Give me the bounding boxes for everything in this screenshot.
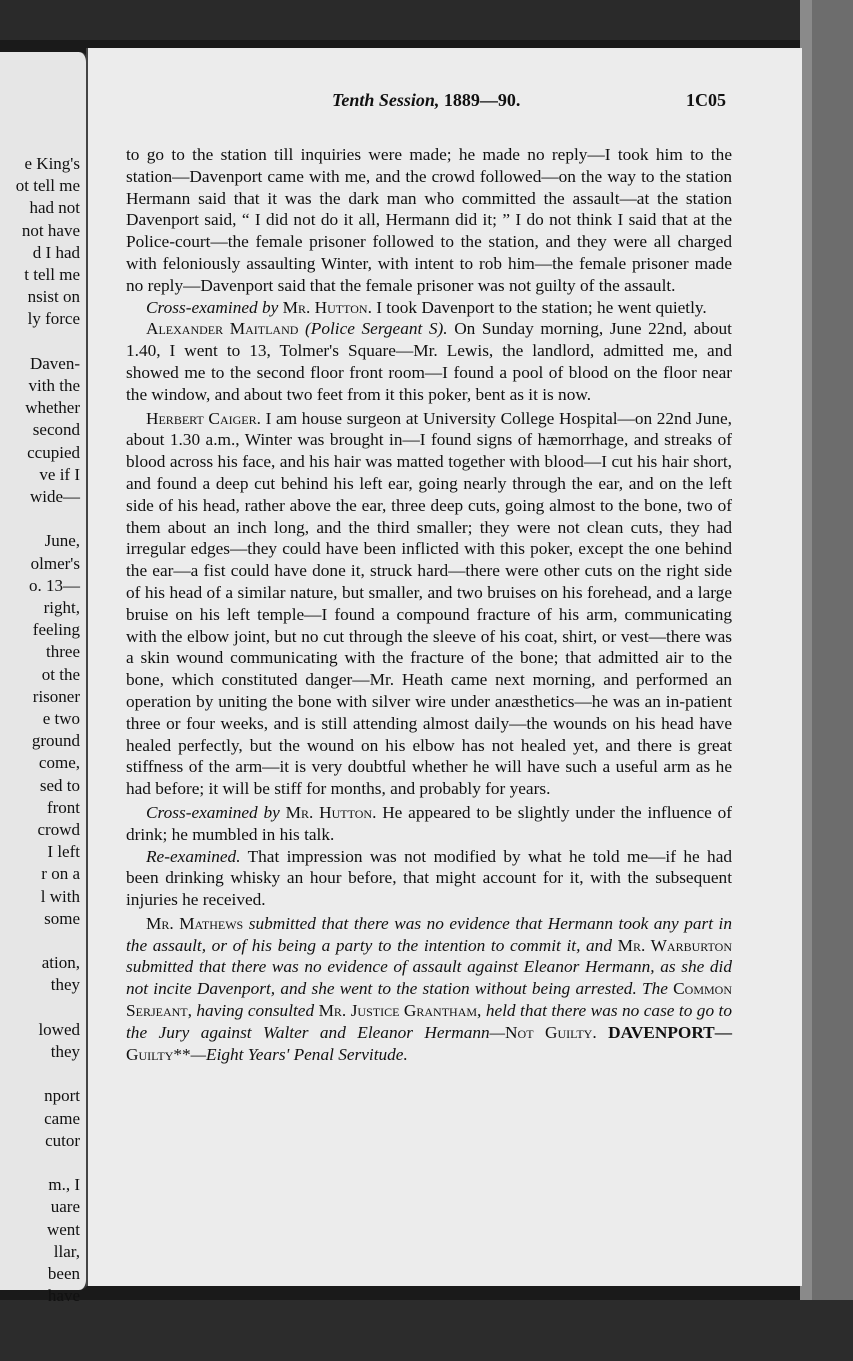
left-page-fragment: ccupied bbox=[27, 442, 80, 462]
left-page-fragment: vith the bbox=[28, 376, 80, 395]
left-page-fragment: not have bbox=[21, 220, 80, 240]
witness-testimony: On Sunday morning, June 22nd, about 1.40, I went to 13, Tolmer's Square—Mr. Lewis, the landlord, admitted me, and showed me to the second floor front room—I found a pool of blood on the floor near the window, and about two feet from it this poker, bent as it is now. bbox=[126, 319, 732, 404]
page-number: 1C05 bbox=[686, 90, 726, 110]
left-page-fragment: t tell me bbox=[24, 265, 80, 284]
left-page-fragment: whether bbox=[25, 398, 80, 418]
running-title: Tenth Session, 1889—90. bbox=[332, 90, 521, 110]
left-page-fragment: some bbox=[44, 908, 80, 928]
left-page-fragment: sed to bbox=[39, 775, 80, 795]
paragraph-cross-examination-2 bbox=[126, 802, 732, 846]
left-page-fragment: e two bbox=[42, 709, 80, 728]
left-page-fragment: lowed bbox=[38, 1019, 80, 1039]
left-page-fragment: uare bbox=[50, 1197, 80, 1217]
left-page-fragment: went bbox=[46, 1219, 80, 1239]
sentence-text: —Eight Years' Penal Servitude. bbox=[190, 1044, 408, 1064]
left-facing-page bbox=[0, 52, 89, 1306]
left-page-fragment: feeling bbox=[32, 620, 80, 640]
page-header bbox=[100, 90, 740, 118]
left-page-fragment: had not bbox=[29, 198, 80, 218]
witness-name: Herbert Caiger. bbox=[146, 408, 261, 428]
left-page-fragment: they bbox=[50, 975, 80, 995]
left-page-fragment: three bbox=[46, 642, 80, 662]
left-page-fragment: e King's bbox=[24, 154, 80, 173]
left-page-fragment: ot tell me bbox=[15, 176, 80, 196]
left-page-fragment: been bbox=[47, 1264, 80, 1283]
counsel-name: Mr. Mathews bbox=[146, 913, 244, 933]
left-page-fragment: have bbox=[47, 1286, 80, 1306]
witness-testimony: I am house surgeon at University College Hospital—on 22nd June, about 1.30 a.m., Winter was brought in—I found signs of hæmorrhage, and streaks of blood across his face, and his hair was matted together with blood—I cut his hair short, and found a deep cut behind his left ear, going nearly through the ear, and on the left side of his head, rather above the ear, three deep cuts, going almost to the bone, two of them about an inch long, and the third smaller; they were not clean cuts, they had irregular edges—they could have been inflicted with this poker, except the one behind the ear—a fist could have done it, struck hard—there were other cuts on the right side of his head of a similar nature, but smaller, and two bruises on his forehead, and a large bruise on his left temple—I found a compound fracture of his arm, communicating with the elbow joint, but no cut through the sleeve of his coat, shirt, or vest—there was a skin wound communicating with the fracture of the bone; that admitted air to the bone, which constituted danger—Mr. Heath came next morning, and performed an operation by uniting the bone with silver wire under anæsthetics—he was an in-patient three or four weeks, and is still attending almost daily—the wounds on his head have healed perfectly, but the wound on his elbow has not healed yet, and there is great stiffness of the arm—it is very doubtful whether he will have such a useful arm as he had before; it will be stiff for months, and probably for years. bbox=[126, 408, 732, 799]
left-page-fragment: ot the bbox=[41, 664, 80, 684]
paragraph-re-examination bbox=[126, 846, 732, 911]
witness-name: Alexander Maitland bbox=[146, 319, 299, 339]
right-edge-shadow bbox=[812, 0, 853, 1361]
re-examined-label: Re-examined. bbox=[146, 846, 241, 866]
cross-examination-text: I took Davenport to the station; he went quietly. bbox=[371, 297, 707, 317]
top-dark-band bbox=[0, 0, 853, 40]
left-page-fragment: second bbox=[32, 420, 80, 440]
cross-examined-label: Cross-examined by bbox=[146, 297, 279, 317]
submission-text: submitted that there was no evidence that Hermann took any part in the assault, or of his being a party to the intention to commit it, and bbox=[126, 913, 732, 955]
left-page-fragment: ground bbox=[31, 731, 80, 751]
defendant-name: DAVENPORT— bbox=[596, 1022, 732, 1042]
left-page-fragment: olmer's bbox=[30, 553, 80, 573]
paragraph-caiger bbox=[126, 408, 732, 800]
left-page-fragment: o. 13— bbox=[29, 575, 80, 595]
left-page-fragment: June, bbox=[44, 531, 80, 551]
counsel-name: Mr. Hutton. bbox=[282, 297, 372, 317]
body-text bbox=[126, 144, 732, 1065]
left-page-fragment: llar, bbox=[53, 1241, 80, 1261]
cross-examined-label: Cross-examined by bbox=[146, 802, 280, 822]
paragraph-verdict bbox=[126, 913, 732, 1066]
left-page-fragment: come, bbox=[38, 753, 80, 773]
submission-text: submitted that there was no evidence of assault against Eleanor Hermann, as she did not incite Davenport, and she went to the station without being arrested. The bbox=[126, 957, 732, 999]
cross-examination-text: He appeared to be slightly under the influence of drink; he mumbled in his talk. bbox=[126, 802, 732, 844]
left-page-fragment: ve if I bbox=[39, 464, 80, 484]
counsel-name: Mr. Warburton bbox=[617, 935, 733, 955]
left-page-fragment: nsist on bbox=[27, 287, 80, 307]
left-page-fragment: r on a bbox=[41, 864, 80, 884]
left-page-fragment: Daven- bbox=[29, 353, 80, 373]
left-page-fragment: m., I bbox=[48, 1175, 80, 1195]
paragraph-maitland bbox=[126, 318, 732, 405]
left-page-fragment: came bbox=[44, 1108, 80, 1128]
left-page-fragment: crowd bbox=[37, 820, 80, 839]
witness-role: (Police Sergeant S). bbox=[305, 319, 448, 339]
running-year: 1889—90. bbox=[443, 90, 521, 110]
verdict-guilty: Guilty** bbox=[126, 1044, 191, 1064]
left-page-fragment: right, bbox=[43, 598, 80, 617]
left-page-fragment: they bbox=[50, 1042, 80, 1061]
submission-text: having consulted bbox=[191, 1001, 319, 1021]
left-page-fragment: d I had bbox=[32, 242, 80, 262]
ruling-text: held that there was no case to go to the Jury against Walter and Eleanor Hermann— bbox=[126, 1001, 732, 1042]
verdict-not-guilty: Not Guilty. bbox=[505, 1022, 597, 1042]
re-examination-text: That impression was not modified by what he told me—if he had been drinking whisky an hour before, that might account for it, with the subsequent injuries he received. bbox=[126, 846, 732, 910]
paragraph-testimony-continued: to go to the station till inquiries were made; he made no reply—I took him to the station—Davenport came with me, and the crowd followed—on the way to the station Hermann said that it was the dark man who committed the assault—at the station Davenport said, “ I did not do it all, Hermann did it; ” I do not think I said that at the Police-court—the female prisoner followed to the station, and they were all charged with feloniously assaulting Winter, with intent to rob him—the female prisoner made no reply—Davenport said that the female prisoner was not guilty of the assault. bbox=[126, 145, 732, 295]
left-page-fragment: front bbox=[46, 797, 80, 817]
left-page-fragment: ly force bbox=[27, 309, 80, 329]
left-page-fragment: risoner bbox=[32, 686, 80, 706]
left-page-fragment: ation, bbox=[41, 953, 80, 973]
left-page-fragment: I left bbox=[47, 842, 80, 862]
left-page-fragment: cutor bbox=[45, 1130, 80, 1150]
paragraph-cross-examination-1 bbox=[126, 297, 732, 319]
left-page-fragment: nport bbox=[44, 1086, 80, 1106]
left-page-fragment: l with bbox=[40, 886, 80, 906]
left-page-fragment: wide— bbox=[29, 487, 80, 506]
counsel-name: Mr. Hutton. bbox=[285, 802, 377, 822]
bottom-dark-band bbox=[0, 1300, 853, 1361]
judge-title: Common Serjeant, bbox=[126, 979, 732, 1021]
judge-name: Mr. Justice Grantham, bbox=[318, 1001, 482, 1021]
